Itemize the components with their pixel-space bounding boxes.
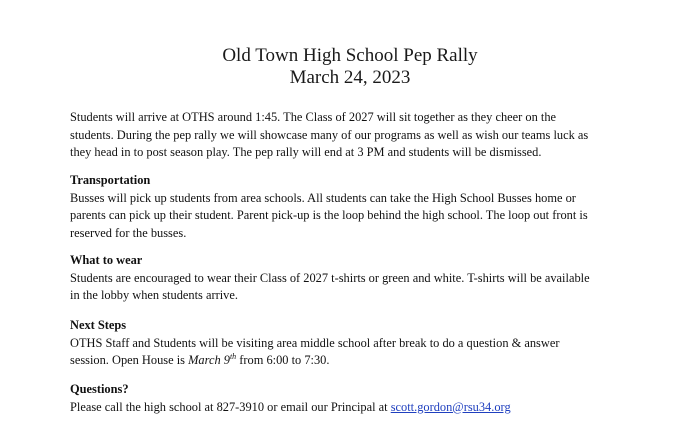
document-date: March 24, 2023 xyxy=(289,67,411,88)
open-house-date xyxy=(188,353,236,367)
next-steps-time: from 6:00 to 7:30. xyxy=(236,353,330,367)
document-title: Old Town High School Pep Rally xyxy=(222,45,478,66)
next-steps-line: OTHS Staff and Students will be visiting area middle school after break to do a question & answer xyxy=(70,335,560,350)
next-steps-section xyxy=(70,317,635,370)
questions-line xyxy=(70,399,635,417)
what-to-wear-section xyxy=(70,252,635,305)
transportation-heading: Transportation xyxy=(70,173,151,187)
intro-line: they head in to post season play. The pep rally will end at 3 PM and students will be dismissed. xyxy=(70,145,542,159)
next-steps-line-2 xyxy=(70,352,635,370)
what-to-wear-heading: What to wear xyxy=(70,253,143,267)
questions-heading: Questions? xyxy=(70,382,129,396)
questions-section xyxy=(70,381,635,416)
next-steps-heading: Next Steps xyxy=(70,318,127,332)
transportation-line: reserved for the busses. xyxy=(70,225,187,240)
next-steps-text: session. Open House is xyxy=(70,353,189,367)
transportation-line: parents can pick up their student. Parent pick-up is the loop behind the high school. The loop out front is xyxy=(70,208,588,222)
transportation-line: Busses will pick up students from area schools. All students can take the High School Busses home or xyxy=(70,190,576,205)
intro-line: students. During the pep rally we will showcase many of our programs as well as wish our teams luck as xyxy=(70,127,589,142)
principal-email-link[interactable]: scott.gordon@rsu34.org xyxy=(390,399,511,414)
open-house-date-text: March 9 xyxy=(188,353,230,367)
intro-line: Students will arrive at OTHS around 1:45. The Class of 2027 will sit together as they cheer on the xyxy=(70,110,557,124)
date-ordinal: th xyxy=(229,351,237,361)
transportation-section xyxy=(70,172,635,242)
questions-text: Please call the high school at 827-3910 or email our Principal at xyxy=(70,399,391,414)
intro-paragraph xyxy=(70,109,635,162)
what-to-wear-line: Students are encouraged to wear their Class of 2027 t-shirts or green and white. T-shirts will be available xyxy=(70,270,590,285)
what-to-wear-line: in the lobby when students arrive. xyxy=(70,288,238,302)
